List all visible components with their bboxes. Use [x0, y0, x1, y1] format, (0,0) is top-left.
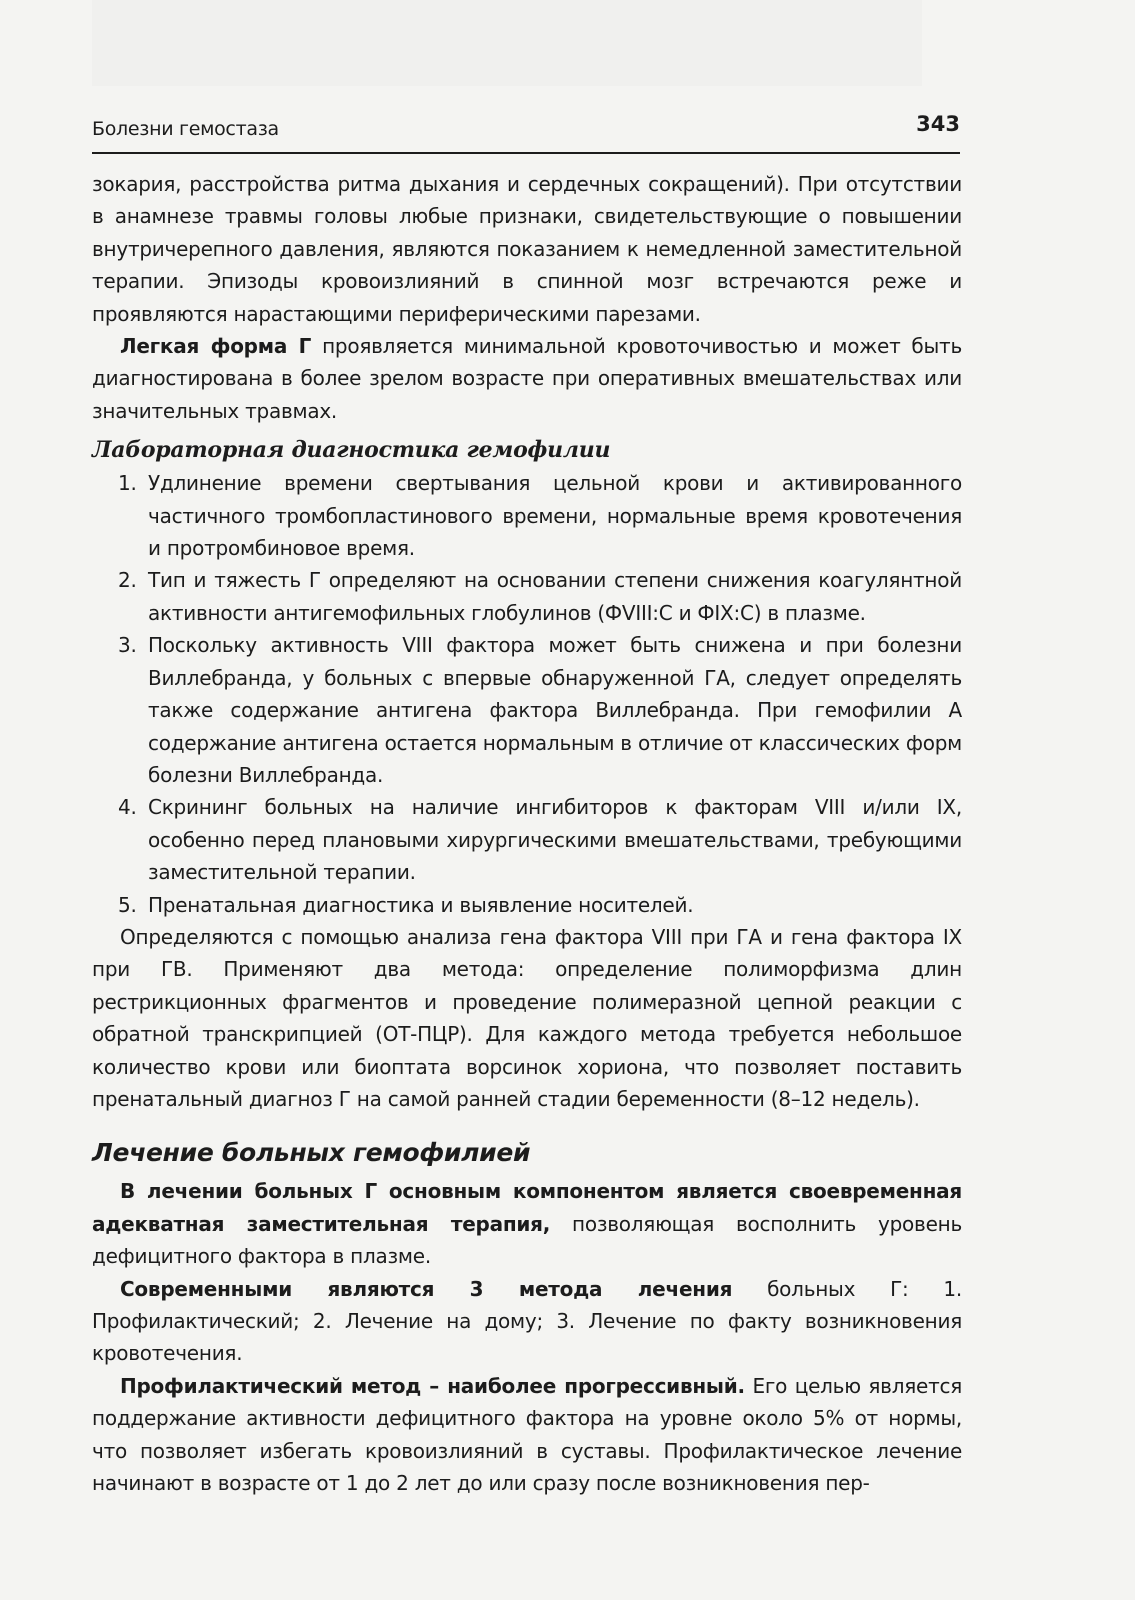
treatment-p1-bold: В лечении больных Г основным компонентом является своевременная адекватная заместительная терапия, [92, 1179, 962, 1236]
page-body [92, 168, 962, 1499]
treatment-paragraph-2 [92, 1273, 962, 1370]
list-item [92, 791, 962, 888]
prenatal-paragraph: Определяются с помощью анализа гена фактора VIII при ГА и гена фактора IX при ГВ. Применяют два метода: определение полиморфизма длин рестрикционных фрагментов и проведение полимеразной цепной реакции с обратной транскрипцией (ОТ-ПЦР). Для каждого метода требуется небольшое количество крови или биоптата ворсинок хориона, что позволяет поставить пренатальный диагноз Г на самой ранней стадии беременности (8–12 недель). [92, 924, 962, 1111]
list-item-text: Скрининг больных на наличие ингибиторов к факторам VIII и/или IX, особенно перед плановыми хирургическими вмешательствами, требующими заместительной терапии. [148, 795, 962, 885]
list-item-text: Удлинение времени свертывания цельной крови и активированного частичного тромбопластинового времени, нормальные время кровотечения и протромбиновое время. [148, 471, 962, 561]
list-item [92, 467, 962, 564]
list-item-number: 4. [118, 795, 137, 820]
treatment-p3-bold: Профилактический метод – наиболее прогрессивный. [120, 1373, 745, 1398]
treatment-p2-bold: Современными являются 3 метода лечения [120, 1276, 733, 1301]
list-item-text: Тип и тяжесть Г определяют на основании степени снижения коагулянтной активности антигемофильных глобулинов (ФVIII:С и ФIX:С) в плазме. [148, 568, 962, 625]
lab-diagnostics-heading: Лабораторная диагностика гемофилии [92, 437, 611, 464]
list-item-number: 3. [118, 633, 137, 658]
treatment-paragraph-3 [92, 1370, 962, 1500]
intro-paragraph: зокария, расстройства ритма дыхания и сердечных сокращений). При отсутствии в анамнезе травмы головы любые признаки, свидетельствующие о повышении внутричерепного давления, являются показанием к немедленной заместительной терапии. Эпизоды кровоизлияний в спинной мозг встречаются реже и проявляются нарастающими периферическими парезами. [92, 172, 962, 326]
list-item [92, 564, 962, 629]
treatment-p1-text: позволяющая восполнить уровень дефицитного фактора в плазме. [92, 1211, 963, 1269]
list-item-number: 2. [118, 568, 137, 593]
list-item-number: 5. [118, 892, 137, 917]
mild-form-term: Легкая форма Г [120, 334, 312, 359]
mild-form-paragraph [92, 330, 962, 427]
treatment-paragraph-1 [92, 1175, 962, 1272]
list-item-text: Поскольку активность VIII фактора может быть снижена и при болезни Виллебранда, у больных с впервые обнаруженной ГА, следует определять также содержание антигена фактора Виллебранда. При гемофилии А содержание антигена остается нормальным в отличие от классических форм болезни Виллебранда. [148, 633, 962, 787]
list-item [92, 629, 962, 791]
treatment-p3-text: Его целью является поддержание активности дефицитного фактора на уровне около 5% от нормы, что позволяет избегать кровоизлияний в суставы. Профилактическое лечение начинают в возрасте от 1 до 2 лет до или сразу после возникновения пер- [92, 1373, 962, 1496]
list-item-number: 1. [118, 471, 137, 496]
running-title: Болезни гемостаза [92, 118, 279, 140]
treatment-p2-text: больных Г: 1. Профилактический; 2. Лечение на дому; 3. Лечение по факту возникновения кровотечения. [92, 1276, 962, 1366]
list-item [92, 889, 962, 921]
running-header [92, 112, 960, 154]
treatment-section-heading: Лечение больных гемофилией [92, 1138, 531, 1168]
scan-shading [92, 0, 922, 86]
page-number: 343 [916, 112, 960, 136]
list-item-text: Пренатальная диагностика и выявление носителей. [148, 892, 694, 917]
mild-form-text: проявляется минимальной кровоточивостью и может быть диагностирована в более зрелом возрасте при оперативных вмешательствах или значительных травмах. [92, 334, 962, 423]
lab-diagnostics-list [92, 467, 962, 921]
